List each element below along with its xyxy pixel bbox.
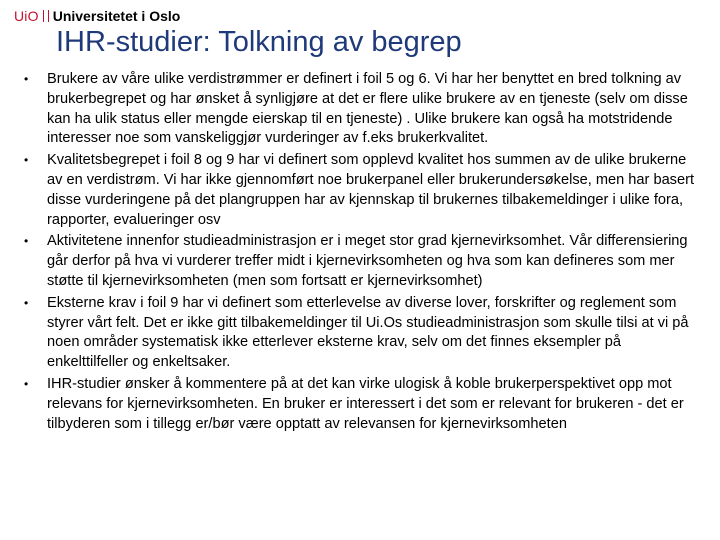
bullet-icon: • — [24, 376, 29, 391]
bullet-list — [0, 70, 720, 436]
bullet-text: Brukere av våre ulike verdistrømmer er definert i foil 5 og 6. Vi har her benyttet en bred tolkning av brukerbegrepet og har ønsket å synligjøre at det er flere ulike brukere av en tjeneste (selv om disse kan ha ulik status eller mengde eierskap til en tjeneste) . Ulike brukere kan også ha motstridende interesser noe som vanskeliggjør vurderinger av f.eks brukerkvalitet. — [47, 71, 688, 147]
bullet-text: IHR-studier ønsker å kommentere på at det kan virke ulogisk å koble brukerperspektivet opp mot relevans for kjernevirksomheten. En bruker er interessert i det som er relevant for brukeren - det er tilbyderen som i tillegg er/bør være opptatt av relevansen for kjernevirksomheten — [47, 375, 684, 432]
slide-title: IHR-studier: Tolkning av begrep — [56, 26, 462, 58]
bullet-text: Kvalitetsbegrepet i foil 8 og 9 har vi definert som opplevd kvalitet hos summen av de ulike brukerne av en verdistrøm. Vi har ikke gjennomført noe brukerpanel eller brukerundersøkelse, men har basert disse vurderingene på det plangruppen har av kjennskap til brukernes tilbakemeldinger i ulike fora, rapporter, evalueringer osv — [47, 152, 695, 228]
bullet-icon: • — [24, 295, 29, 310]
bullet-icon: • — [24, 153, 29, 168]
bullet-text: Aktivitetene innenfor studieadministrasjon er i meget stor grad kjernevirksomhet. Vår differensiering går derfor på hva vi vurderer treffer midt i kjernevirksomheten og hva som kan defineres som mer støtte til kjernevirksomheten (men som fortsatt er kjernevirksomhet) — [47, 233, 688, 289]
bullet-item — [0, 70, 720, 149]
bullet-icon: • — [24, 234, 29, 249]
logo-divider-icon — [43, 10, 49, 22]
bullet-icon: • — [24, 72, 29, 86]
bullet-text: Eksterne krav i foil 9 har vi definert som etterlevelse av diverse lover, forskrifter og reglement som styrer vårt felt. Det er ikke gitt tilbakemeldinger til Ui.Os studieadministrasjon som skulle tilsi at vi på noen områder systematisk ikke etterlever eksterne krav, selv om det finnes eksempler på enkelttilfeller og enkeltsaker. — [47, 294, 689, 371]
bullet-item — [0, 232, 720, 291]
bullet-item — [0, 375, 720, 434]
bullet-item — [0, 294, 720, 373]
logo-mark: UiO — [14, 8, 39, 24]
logo-name: Universitetet i Oslo — [52, 8, 181, 24]
bullet-item — [0, 151, 720, 230]
